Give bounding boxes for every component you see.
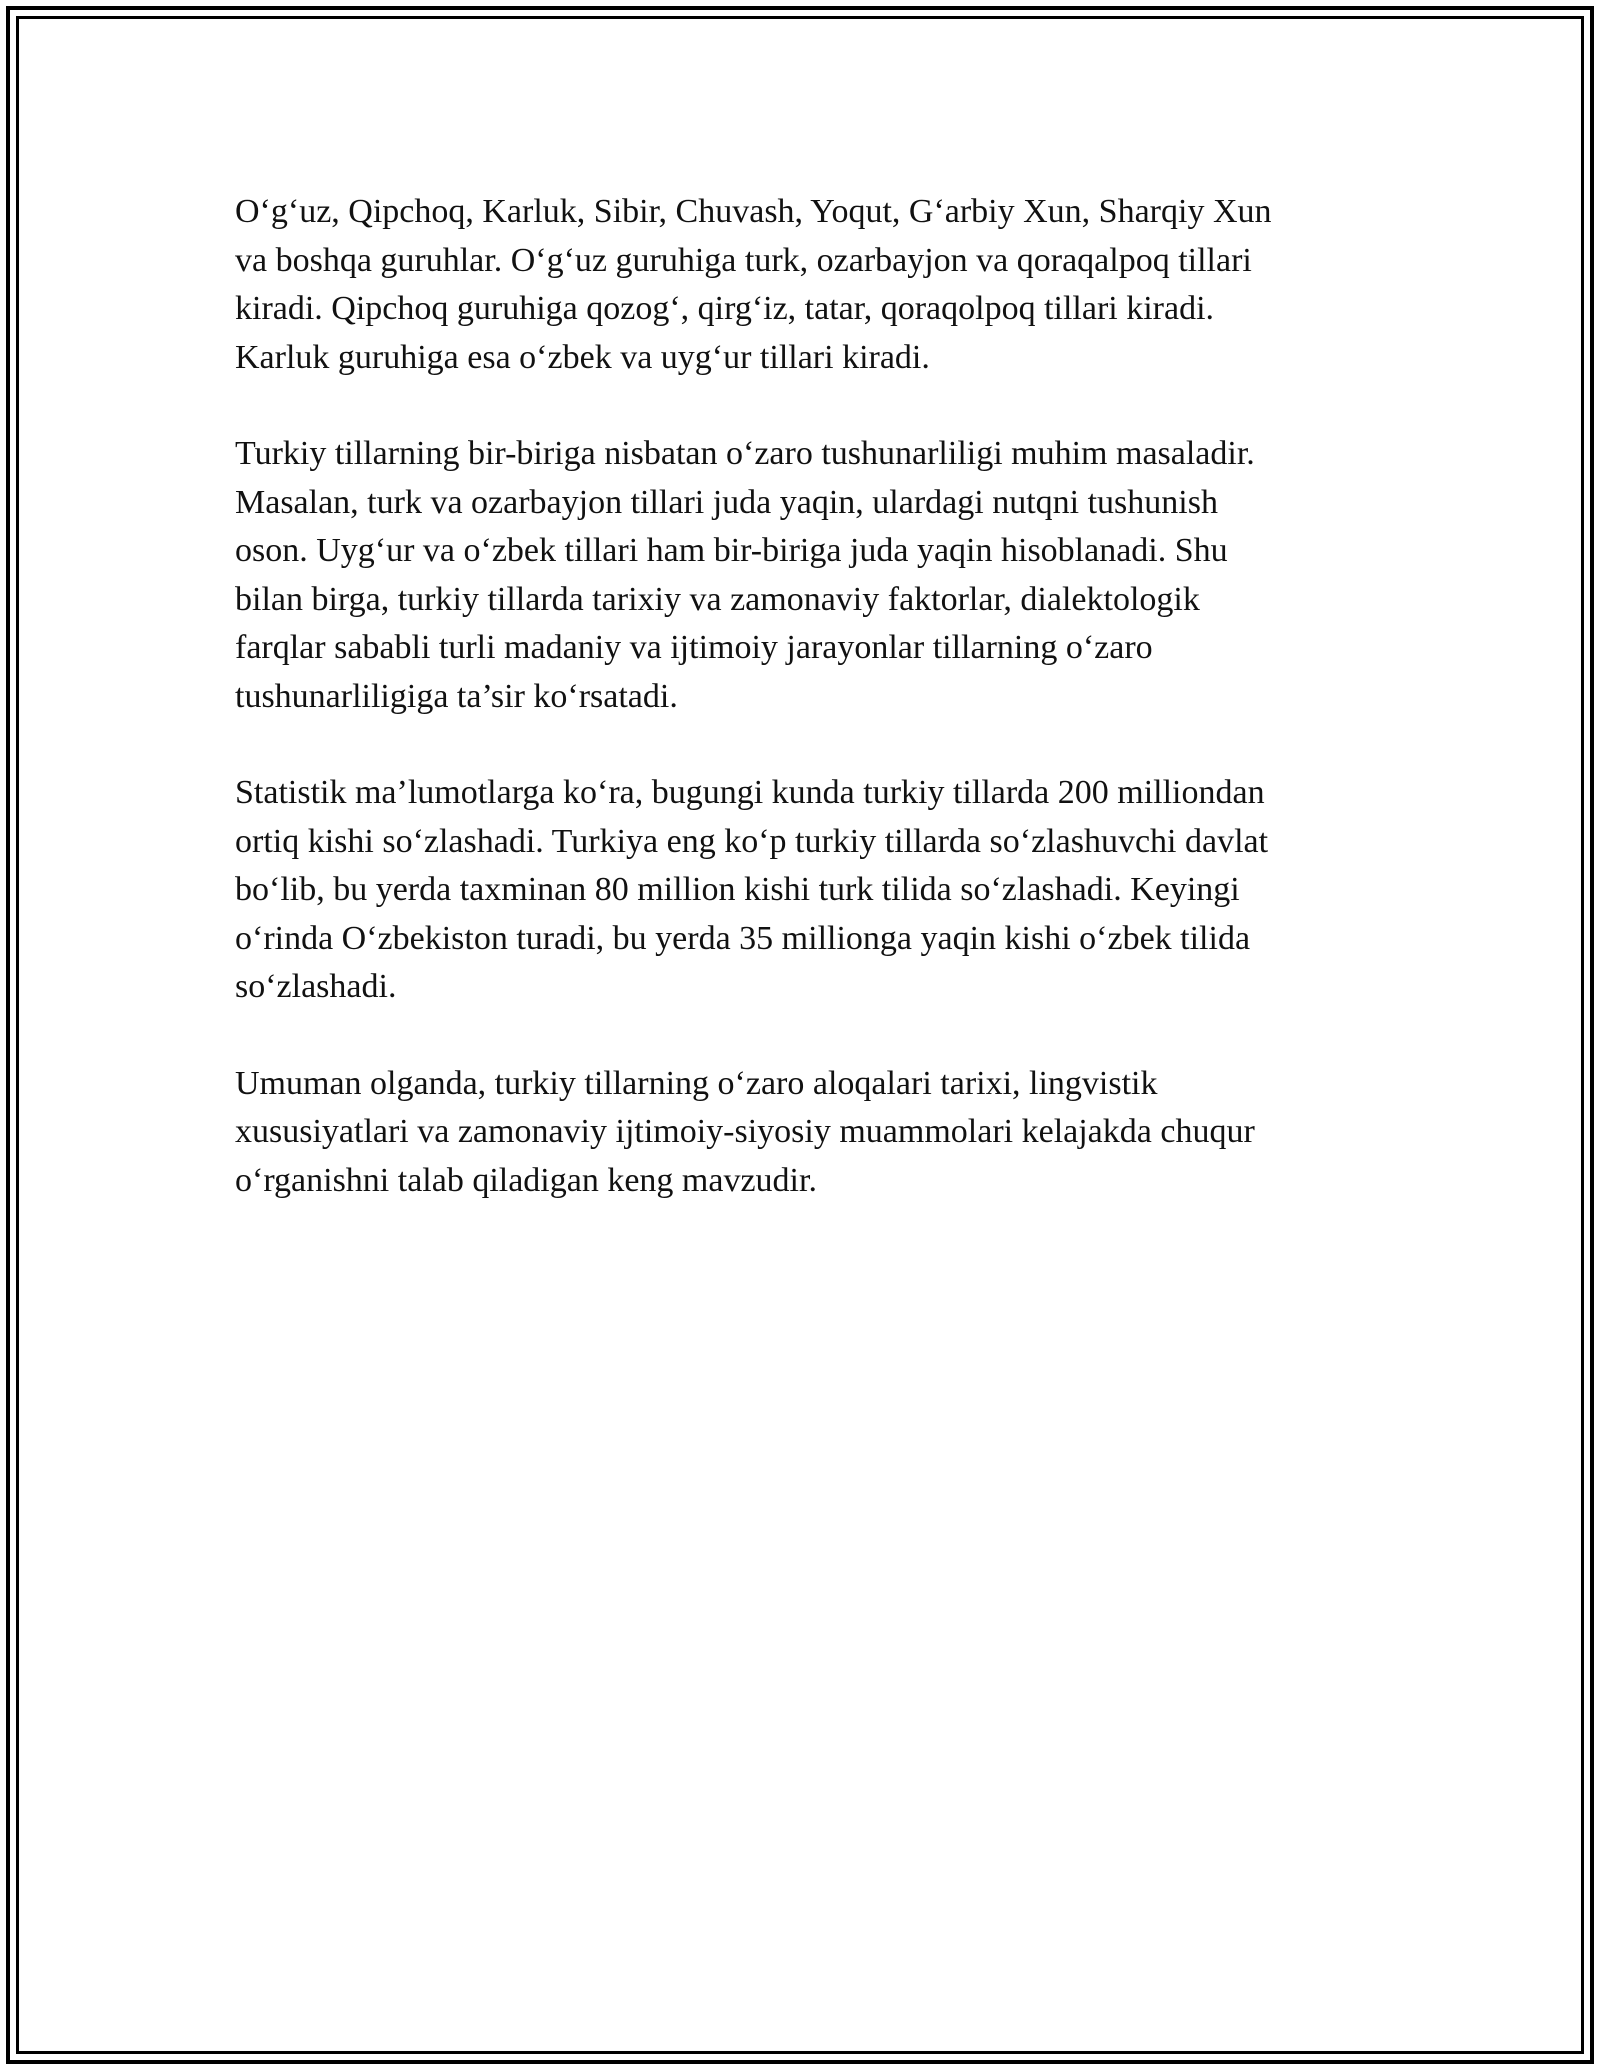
- text-line: Karluk guruhiga esa o‘zbek va uyg‘ur tillari kiradi.: [235, 338, 930, 376]
- text-line: o‘rganishni talab qiladigan keng mavzudir.: [235, 1161, 817, 1199]
- text-line: O‘g‘uz, Qipchoq, Karluk, Sibir, Chuvash, Yoqut, G‘arbiy Xun, Sharqiy Xun: [235, 193, 1272, 230]
- text-line: Turkiy tillarning bir-biriga nisbatan o‘zaro tushunarliligi muhim masaladir.: [235, 435, 1255, 472]
- text-line: farqlar sababli turli madaniy va ijtimoiy jarayonlar tillarning o‘zaro: [235, 629, 1153, 666]
- text-line: so‘zlashadi.: [235, 968, 397, 1005]
- paragraph-1: [235, 188, 1375, 382]
- text-line: Umuman olganda, turkiy tillarning o‘zaro aloqalari tarixi, lingvistik: [235, 1064, 1158, 1102]
- text-line: xususiyatlari va zamonaviy ijtimoiy-siyosiy muammolari kelajakda chuqur: [235, 1113, 1255, 1150]
- paragraph-4: [235, 1060, 1375, 1206]
- text-line: Masalan, turk va ozarbayjon tillari juda yaqin, ulardagi nutqni tushunish: [235, 483, 1218, 521]
- text-line: va boshqa guruhlar. O‘g‘uz guruhiga turk, ozarbayjon va qoraqalpoq tillari: [235, 241, 1252, 279]
- text-line: Statistik ma’lumotlarga ko‘ra, bugungi kunda turkiy tillarda 200 milliondan: [235, 774, 1265, 811]
- text-line: bo‘lib, bu yerda taxminan 80 million kishi turk tilida so‘zlashadi. Keyingi: [235, 871, 1240, 908]
- text-line: kiradi. Qipchoq guruhiga qozog‘, qirg‘iz, tatar, qoraqolpoq tillari kiradi.: [235, 290, 1215, 327]
- document-body: [235, 188, 1375, 1253]
- text-line: ortiq kishi so‘zlashadi. Turkiya eng ko‘p turkiy tillarda so‘zlashuvchi davlat: [235, 822, 1269, 860]
- text-line: o‘rinda O‘zbekiston turadi, bu yerda 35 millionga yaqin kishi o‘zbek tilida: [235, 919, 1251, 957]
- text-line: oson. Uyg‘ur va o‘zbek tillari ham bir-biriga juda yaqin hisoblanadi. Shu: [235, 532, 1228, 569]
- paragraph-3: [235, 769, 1375, 1012]
- text-line: bilan birga, turkiy tillarda tarixiy va zamonaviy faktorlar, dialektologik: [235, 580, 1200, 618]
- text-line: tushunarliligiga ta’sir ko‘rsatadi.: [235, 677, 678, 715]
- paragraph-2: [235, 430, 1375, 721]
